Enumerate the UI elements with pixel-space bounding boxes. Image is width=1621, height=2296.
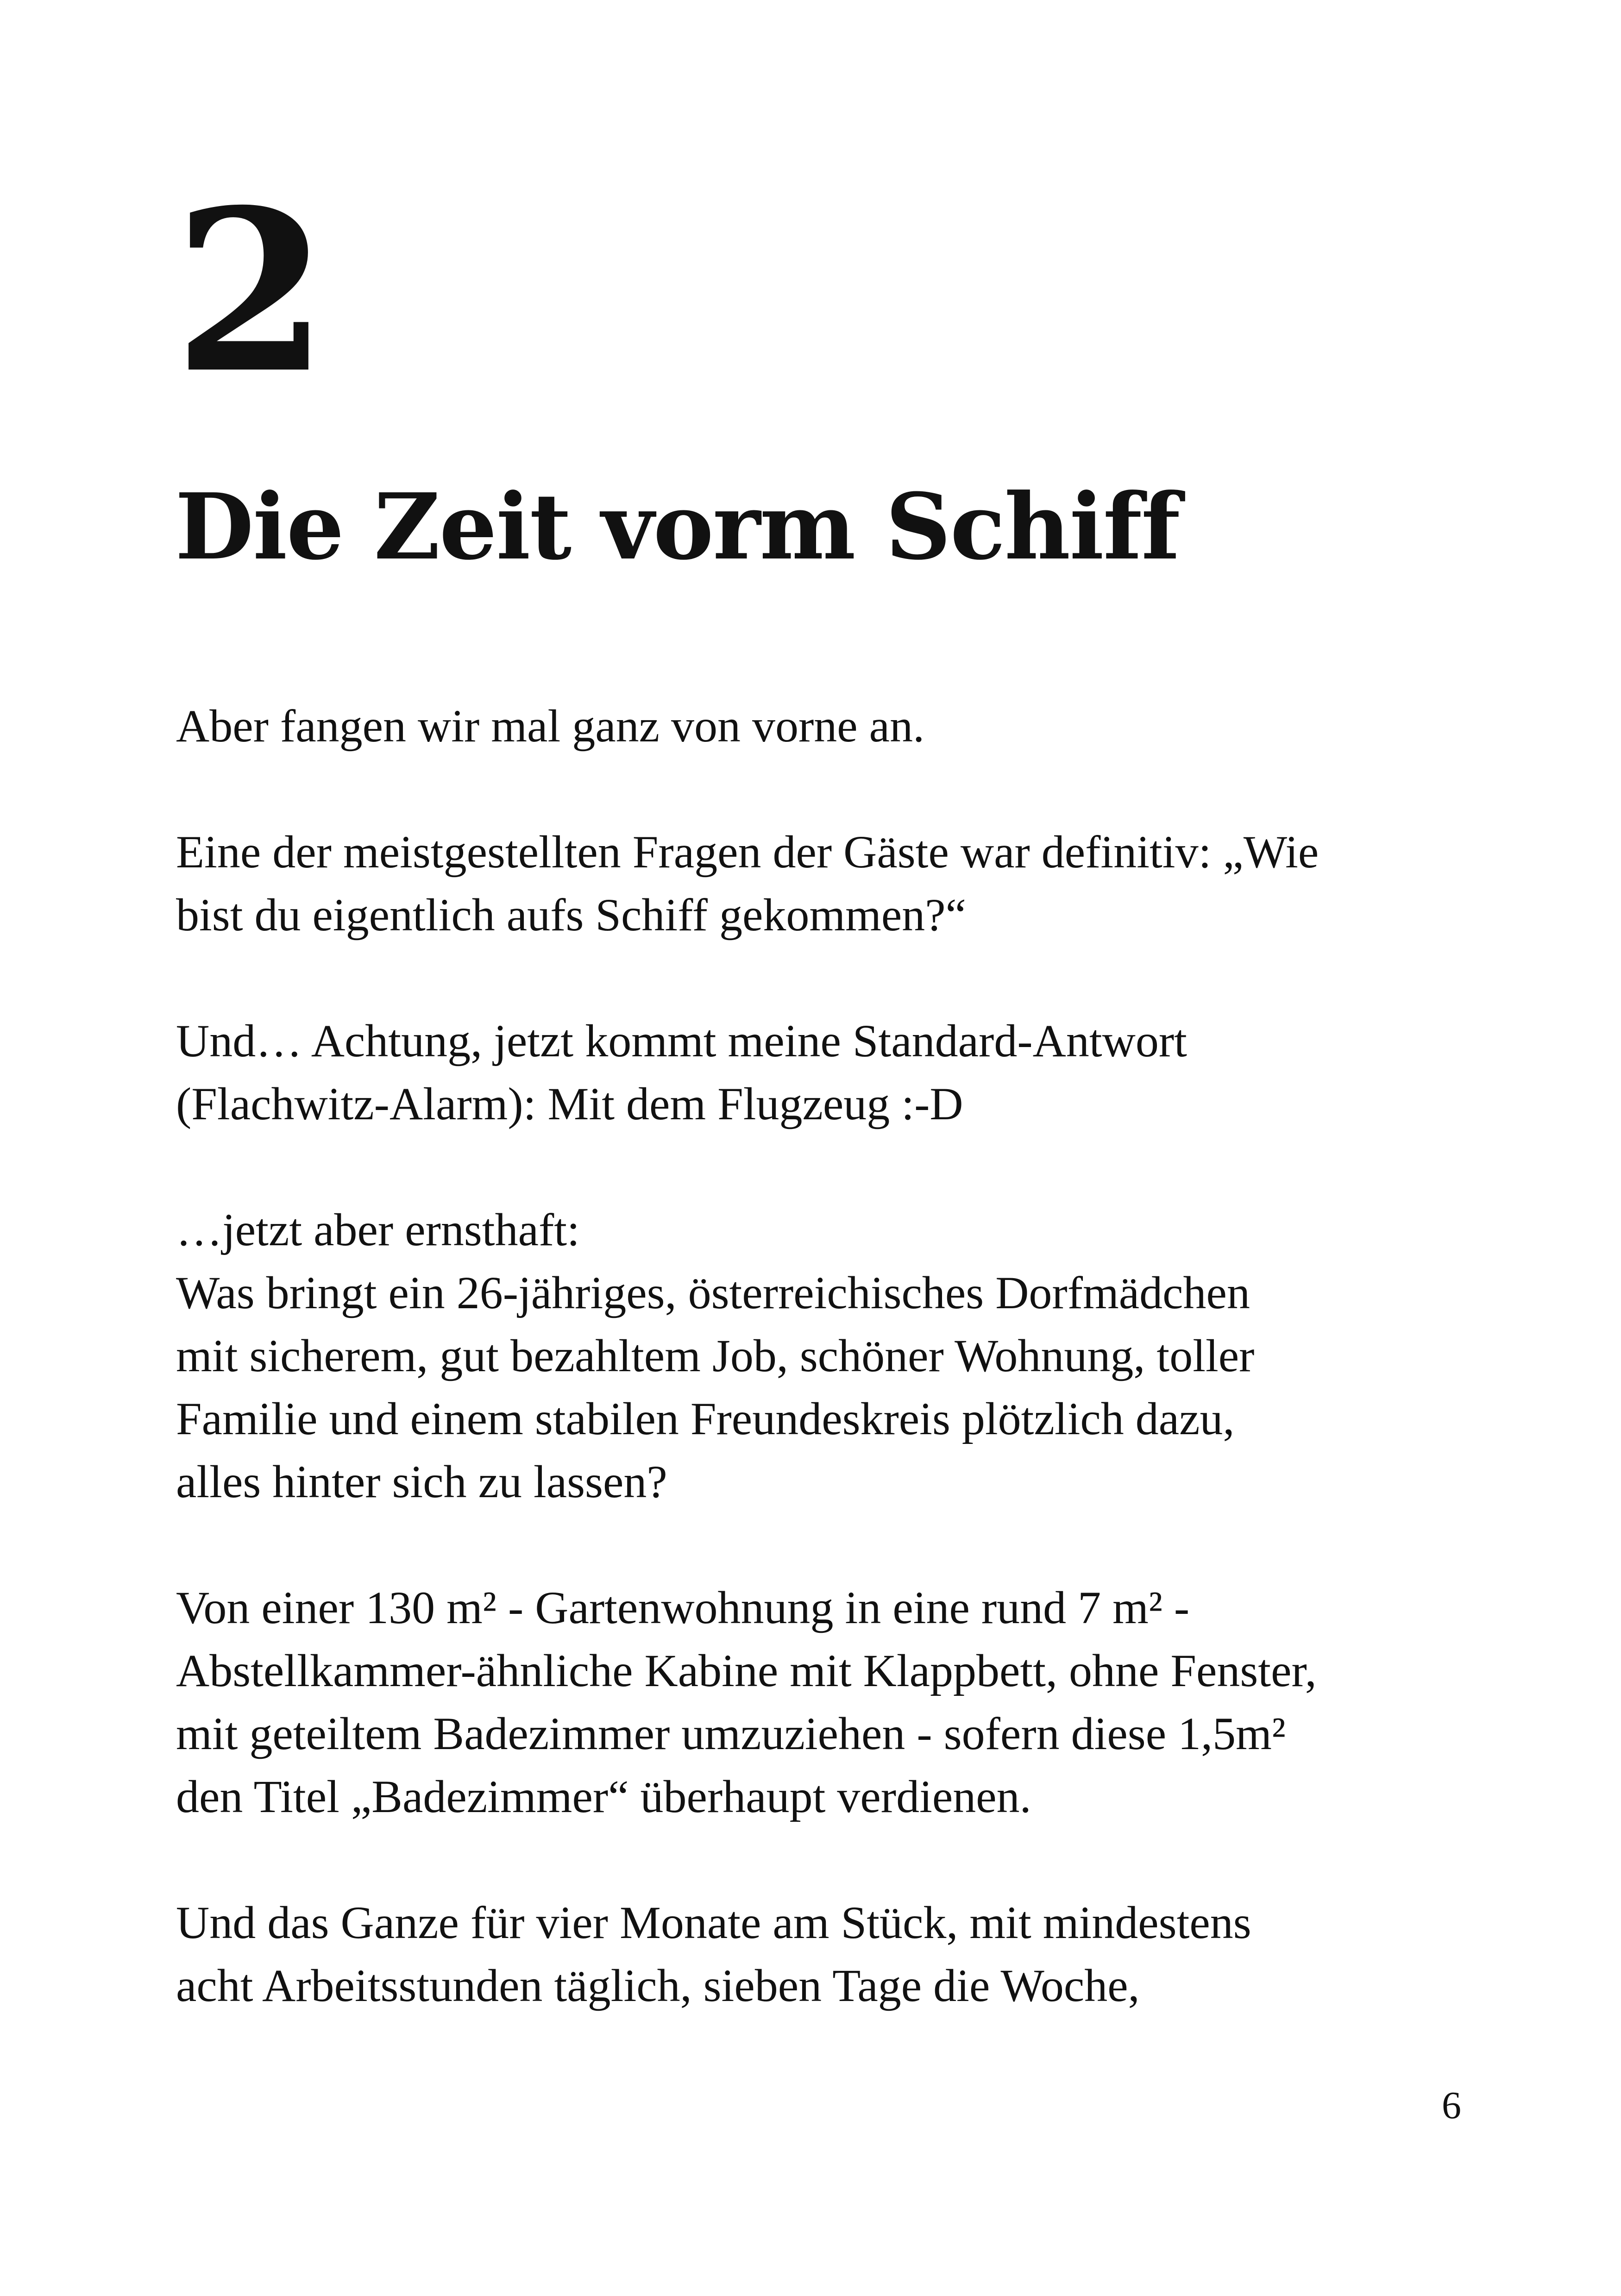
text-line: acht Arbeitsstunden täglich, sieben Tage die Woche, xyxy=(176,1960,1140,2011)
text-line: bist du eigentlich aufs Schiff gekommen?“ xyxy=(176,889,967,941)
chapter-number: 2 xyxy=(174,161,327,422)
text-line: alles hinter sich zu lassen? xyxy=(176,1456,667,1507)
text-line: Was bringt ein 26-jähriges, österreichisches Dorfmädchen xyxy=(176,1267,1250,1318)
paragraph xyxy=(176,821,1519,947)
text-line: Und… Achtung, jetzt kommt meine Standard-Antwort xyxy=(176,1015,1187,1066)
text-line: Familie und einem stabilen Freundeskreis plötzlich dazu, xyxy=(176,1393,1235,1444)
text-line: Eine der meistgestellten Fragen der Gäste war definitiv: „Wie xyxy=(176,826,1319,878)
paragraph xyxy=(176,1576,1519,1828)
text-line: …jetzt aber ernsthaft: xyxy=(176,1204,580,1255)
paragraph xyxy=(176,1010,1519,1135)
text-line: mit geteiltem Badezimmer umzuziehen - sofern diese 1,5m² xyxy=(176,1708,1286,1759)
text-line: Von einer 130 m² - Gartenwohnung in eine rund 7 m² - xyxy=(176,1582,1190,1633)
text-line: mit sicherem, gut bezahltem Job, schöner Wohnung, toller xyxy=(176,1330,1255,1381)
page-number: 6 xyxy=(1442,2084,1461,2127)
chapter-title: Die Zeit vorm Schiff xyxy=(175,474,1180,580)
chapter-body xyxy=(176,695,1519,2080)
text-line: Und das Ganze für vier Monate am Stück, mit mindestens xyxy=(176,1897,1251,1948)
text-line: den Titel „Badezimmer“ überhaupt verdienen. xyxy=(176,1771,1031,1822)
text-line: Aber fangen wir mal ganz von vorne an. xyxy=(176,700,925,752)
text-line: (Flachwitz-Alarm): Mit dem Flugzeug :-D xyxy=(176,1078,963,1129)
paragraph xyxy=(176,695,1519,758)
paragraph xyxy=(176,1198,1519,1513)
paragraph xyxy=(176,1891,1519,2017)
text-line: Abstellkammer-ähnliche Kabine mit Klappbett, ohne Fenster, xyxy=(176,1645,1317,1696)
